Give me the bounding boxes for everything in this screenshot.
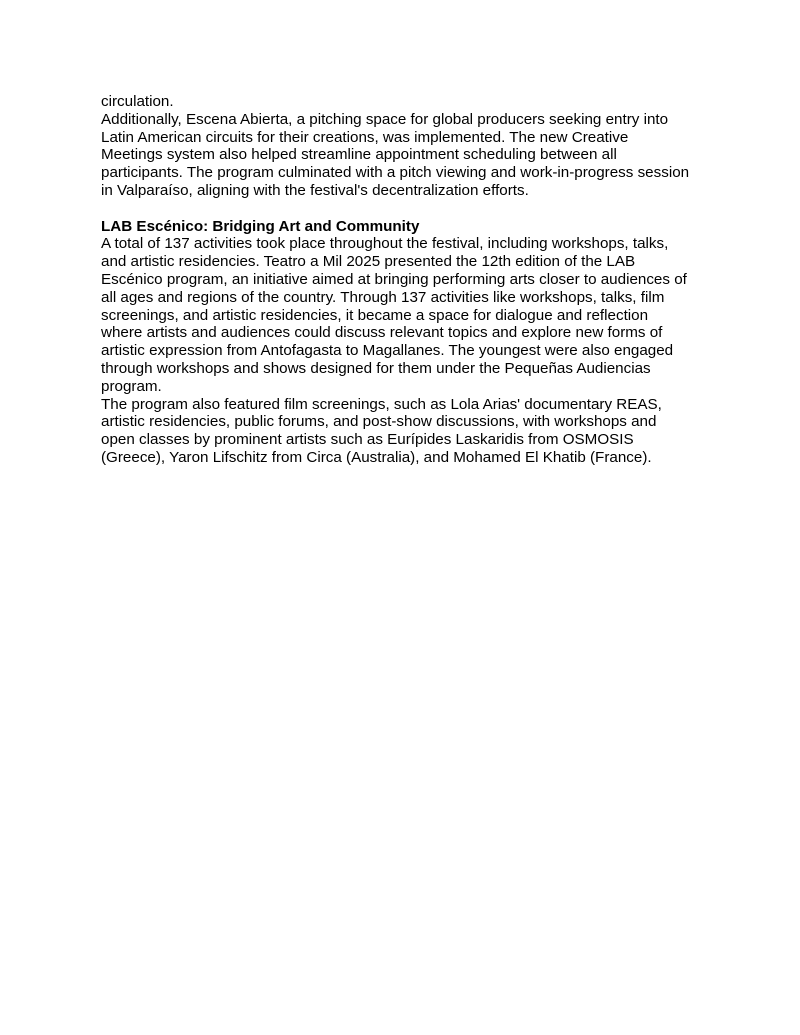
- intro-line: Meetings system also helped streamline appointment scheduling between all: [101, 146, 617, 164]
- paragraph-line: A total of 137 activities took place throughout the festival, including workshops, talks,: [101, 235, 669, 253]
- paragraph-spacer: [101, 200, 701, 218]
- paragraph-line: The program also featured film screenings, such as Lola Arias' documentary REAS,: [101, 395, 662, 413]
- paragraph-line: open classes by prominent artists such as Eurípides Laskaridis from OSMOSIS: [101, 431, 634, 449]
- intro-line: Additionally, Escena Abierta, a pitching space for global producers seeking entry into: [101, 110, 669, 128]
- paragraph-line: where artists and audiences could discuss relevant topics and explore new forms of: [101, 324, 663, 342]
- document-page: [101, 93, 701, 467]
- paragraph-line: all ages and regions of the country. Through 137 activities like workshops, talks, film: [101, 288, 665, 306]
- intro-line: participants. The program culminated with a pitch viewing and work-in-progress session: [101, 164, 690, 182]
- paragraph-line: through workshops and shows designed for them under the Pequeñas Audiencias: [101, 359, 651, 377]
- paragraph-line: program.: [101, 377, 162, 395]
- paragraph-line: and artistic residencies. Teatro a Mil 2025 presented the 12th edition of the LAB: [101, 253, 636, 271]
- paragraph-line: (Greece), Yaron Lifschitz from Circa (Australia), and Mohamed El Khatib (France).: [101, 448, 652, 466]
- lab-escenico-section: [101, 218, 701, 467]
- paragraph-line: artistic residencies, public forums, and post-show discussions, with workshops and: [101, 413, 657, 431]
- intro-line: circulation.: [101, 93, 174, 110]
- intro-paragraph: [101, 93, 701, 200]
- intro-line: Latin American circuits for their creations, was implemented. The new Creative: [101, 128, 629, 146]
- intro-line: in Valparaíso, aligning with the festival's decentralization efforts.: [101, 181, 529, 199]
- paragraph-line: Escénico program, an initiative aimed at bringing performing arts closer to audiences of: [101, 270, 687, 288]
- section-heading: LAB Escénico: Bridging Art and Community: [101, 217, 420, 235]
- paragraph-line: artistic expression from Antofagasta to Magallanes. The youngest were also engaged: [101, 342, 674, 360]
- paragraph-line: screenings, and artistic residencies, it became a space for dialogue and reflection: [101, 306, 649, 324]
